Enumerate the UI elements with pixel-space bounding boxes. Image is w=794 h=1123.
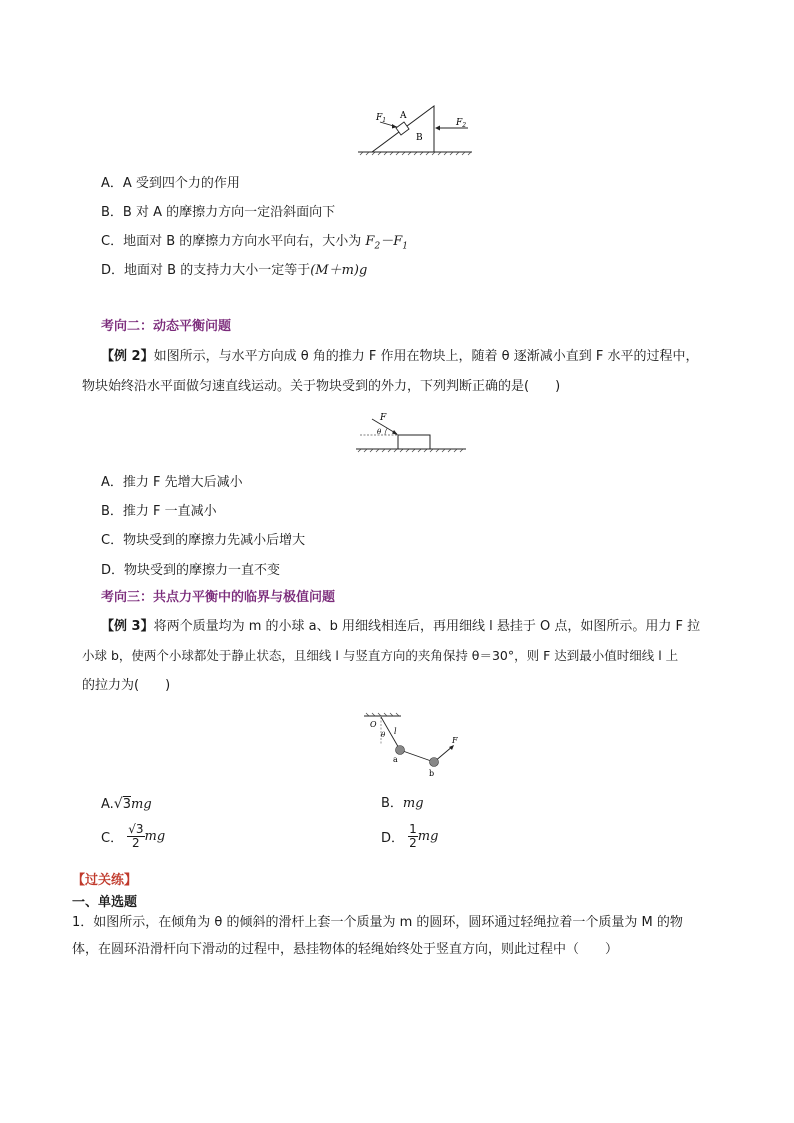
figure-incline-blocks xyxy=(350,100,480,160)
example-3-line-1: 【例 3】将两个质量均为 m 的小球 a、b 用细线相连后，再用细线 l 悬挂于 O 点，如图所示。用力 F 拉 xyxy=(101,619,701,634)
example-3-tag: 【例 3】 xyxy=(101,619,154,634)
q1-option-d-expr: (M＋m)g xyxy=(310,263,368,278)
figure-push-block xyxy=(350,410,470,456)
example-2-line-1: 【例 2】如图所示，与水平方向成 θ 角的推力 F 作用在物块上，随着 θ 逐渐减小直到 F 水平的过程中， xyxy=(101,349,699,364)
example-3-line-2: 小球 b，使两个小球都处于静止状态，且细线 l 与竖直方向的夹角保持 θ＝30°，则 F 达到最小值时细线 l 上 xyxy=(82,648,679,663)
example-2-tag: 【例 2】 xyxy=(101,349,154,364)
example-3-option-d[interactable]: D． $\frac{1}{2}$ mg xyxy=(381,822,439,850)
fig1-label-f2-sub: 2 xyxy=(462,122,467,129)
practice-subtitle: 一、单选题 xyxy=(72,895,138,910)
example-2-option-c[interactable]: C．物块受到的摩擦力先减小后增大 xyxy=(101,533,306,548)
example-3-option-a[interactable]: A.√3mg xyxy=(101,796,152,812)
fig1-label-f1-sub: 1 xyxy=(382,117,387,124)
fig2-label-f: F xyxy=(380,413,387,423)
fig3-label-o: O xyxy=(370,720,377,729)
q1-option-c[interactable] xyxy=(101,233,408,256)
q1-option-c-expr: $F_2-F_1$ xyxy=(365,234,408,252)
section-3-title: 考向三：共点力平衡中的临界与极值问题 xyxy=(101,590,336,605)
practice-title: 【过关练】 xyxy=(72,873,138,888)
example-2-option-b[interactable]: B．推力 F 一直减小 xyxy=(101,504,217,519)
example-3-option-c[interactable]: C． $\frac{√3}{2}$ mg xyxy=(101,822,166,850)
q1-option-d[interactable] xyxy=(101,262,367,280)
fig1-label-b: B xyxy=(416,133,423,143)
example-3-line-3: 的拉力为( ) xyxy=(82,678,171,693)
fig3-label-a: a xyxy=(393,755,398,764)
fig2-label-theta: θ xyxy=(377,428,382,436)
q1-option-d-text: D．地面对 B 的支持力大小一定等于 xyxy=(101,263,311,278)
fig3-label-f: F xyxy=(452,736,458,745)
fig1-label-f1: F xyxy=(376,113,383,123)
example-2-option-a[interactable]: A．推力 F 先增大后减小 xyxy=(101,475,243,490)
fig3-label-l: l xyxy=(394,727,397,736)
svg-text:F2 xyxy=(455,118,466,129)
svg-text:F1 xyxy=(375,113,386,124)
fig3-label-b: b xyxy=(429,769,435,778)
fig1-label-f2: F xyxy=(456,118,463,128)
figure-hanging-balls xyxy=(356,712,466,782)
example-3-option-b[interactable]: B．mg xyxy=(381,796,424,811)
fig1-label-a: A xyxy=(400,111,407,121)
q1-option-b[interactable]: B．B 对 A 的摩擦力方向一定沿斜面向下 xyxy=(101,205,336,220)
example-2-option-d[interactable]: D．物块受到的摩擦力一直不变 xyxy=(101,563,281,578)
example-2-line-2: 物块始终沿水平面做匀速直线运动。关于物块受到的外力，下列判断正确的是( ) xyxy=(82,379,561,394)
practice-q1-line-2: 体，在圆环沿滑杆向下滑动的过程中，悬挂物体的轻绳始终处于竖直方向，则此过程中（ ） xyxy=(72,942,619,957)
q1-option-c-text: C．地面对 B 的摩擦力方向水平向右，大小为 xyxy=(101,234,362,249)
practice-q1-line-1: 1．如图所示，在倾角为 θ 的倾斜的滑杆上套一个质量为 m 的圆环，圆环通过轻绳拉着一个质量为 M 的物 xyxy=(72,915,683,930)
section-2-title: 考向二：动态平衡问题 xyxy=(101,319,232,334)
q1-option-a[interactable]: A．A 受到四个力的作用 xyxy=(101,176,240,191)
fig3-label-theta: θ xyxy=(381,731,386,739)
